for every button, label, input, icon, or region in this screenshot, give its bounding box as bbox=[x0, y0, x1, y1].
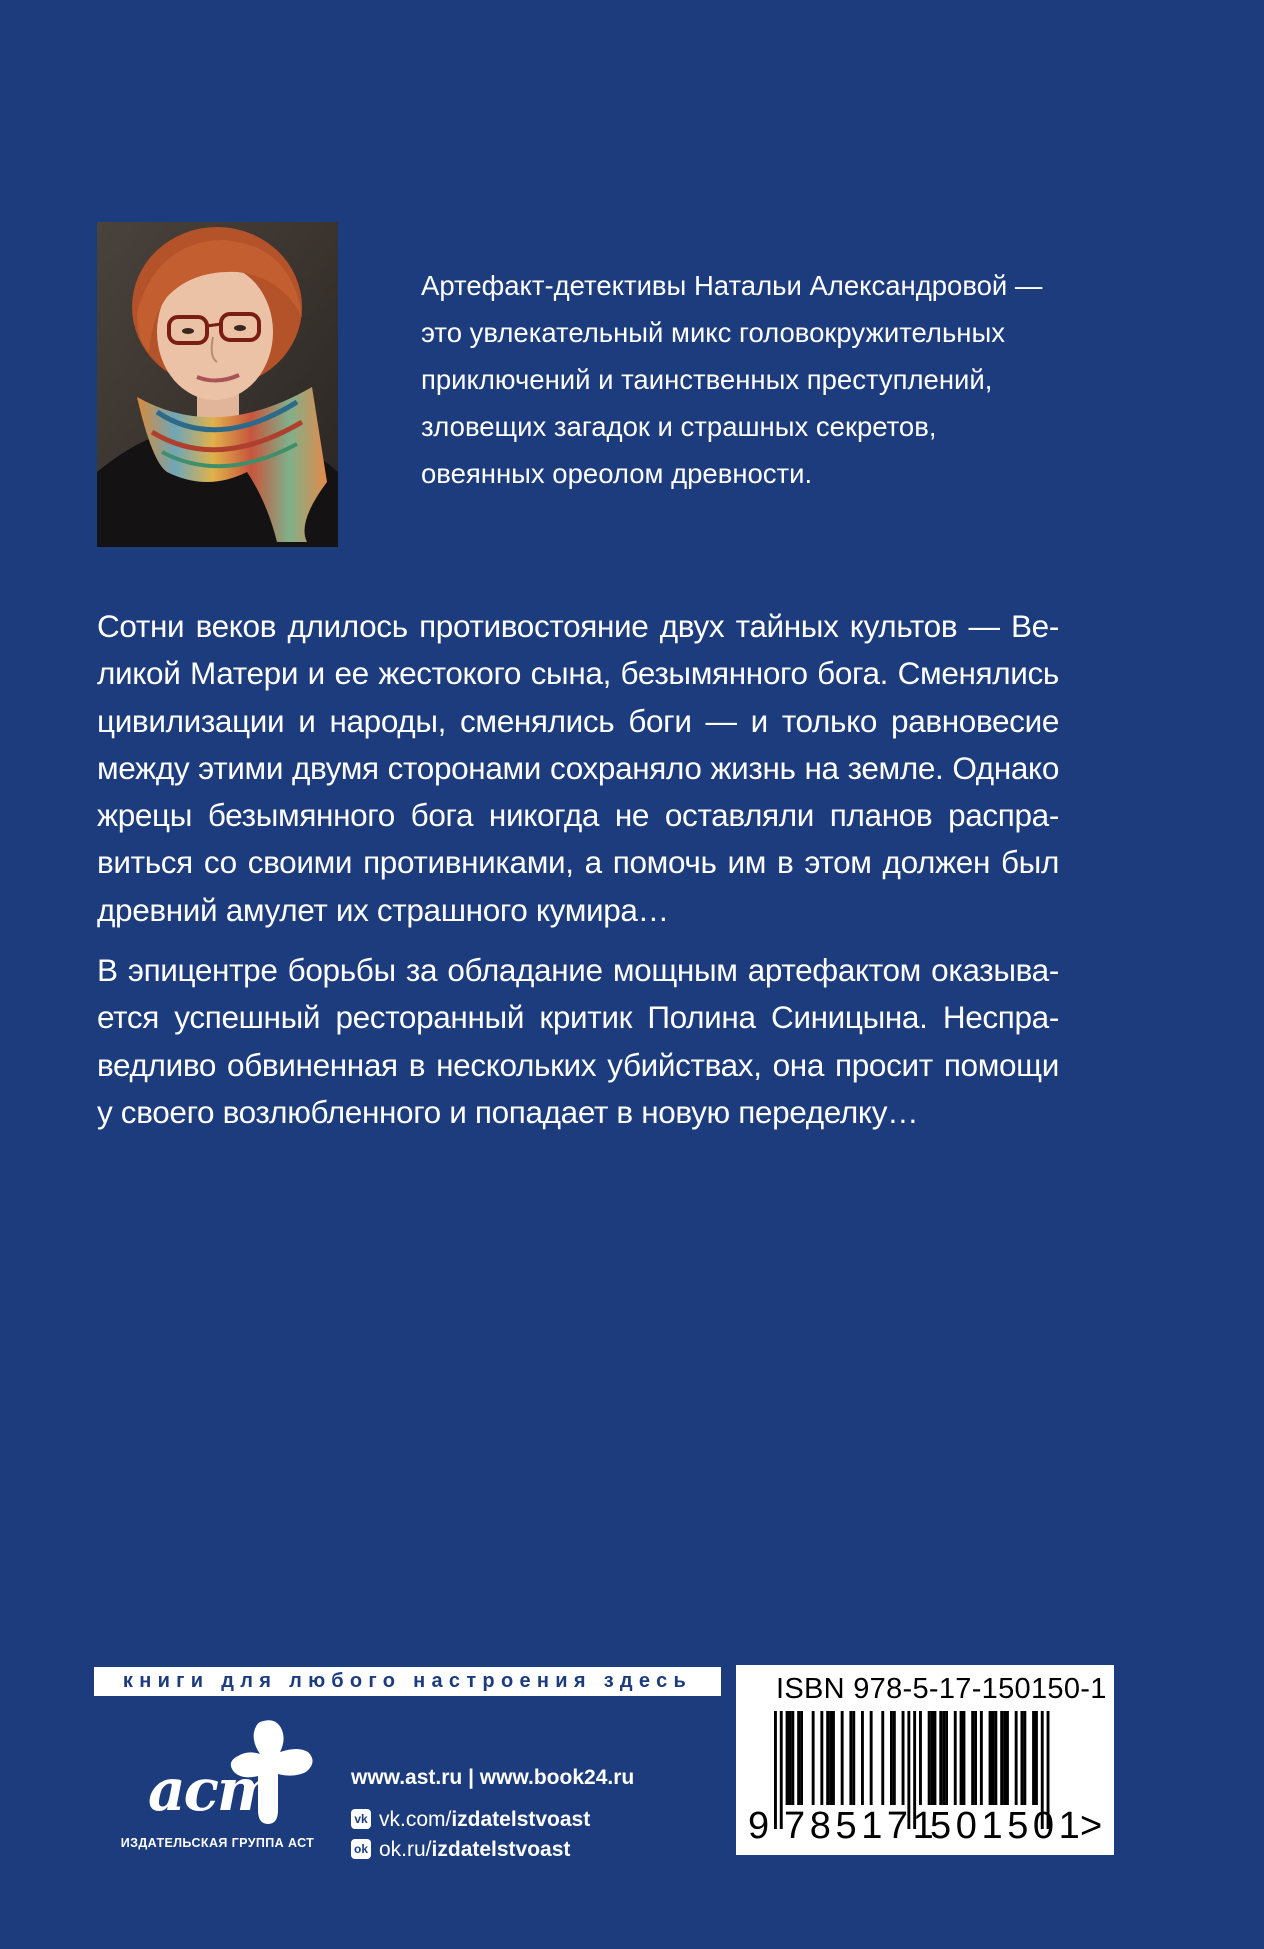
barcode-bar bbox=[789, 1711, 792, 1805]
annotation-line: ется успешный ресторанный критик Полина Синицына. Неспра- bbox=[97, 999, 1059, 1036]
barcode-bar bbox=[1000, 1711, 1003, 1805]
annotation-line: В эпицентре борьбы за обладание мощным артефактом оказыва- bbox=[97, 952, 1059, 989]
annotation-line: ведливо обвиненная в нескольких убийствах, она просит помощи bbox=[97, 1046, 1059, 1083]
barcode-bar bbox=[1035, 1711, 1038, 1805]
barcode-bar bbox=[989, 1711, 992, 1805]
barcode-bar bbox=[928, 1711, 931, 1805]
vk-prefix: vk.com/ bbox=[379, 1808, 452, 1831]
annotation-paragraph-2 bbox=[97, 947, 1059, 1136]
barcode-bar bbox=[919, 1711, 922, 1805]
barcode-bar bbox=[791, 1711, 794, 1805]
barcode-digits-left: 785171 bbox=[784, 1805, 939, 1847]
slogan-banner: книги для любого настроения здесь bbox=[94, 1667, 721, 1696]
ok-link[interactable] bbox=[351, 1835, 634, 1865]
blurb-line: это увлекательный микс головокружительных bbox=[421, 317, 1005, 348]
ok-handle: izdatelstvoast bbox=[431, 1838, 571, 1861]
vk-handle: izdatelstvoast bbox=[451, 1808, 591, 1831]
ast-logo-icon bbox=[110, 1712, 325, 1832]
annotation-text bbox=[97, 603, 1059, 1136]
barcode-bar bbox=[942, 1711, 945, 1805]
barcode-bar bbox=[994, 1711, 997, 1805]
annotation-line: ликой Матери и ее жестокого сына, безымянного бога. Сменялись bbox=[97, 655, 1059, 692]
barcode-bar bbox=[820, 1711, 823, 1805]
barcode-bar bbox=[1021, 1711, 1024, 1805]
barcode-bar bbox=[812, 1711, 815, 1805]
barcode-bar bbox=[832, 1711, 835, 1805]
barcode-bar bbox=[829, 1711, 832, 1805]
barcode-bar bbox=[902, 1711, 905, 1805]
author-photo bbox=[97, 222, 338, 547]
blurb-line: Артефакт-детективы Натальи Александровой — bbox=[421, 270, 1043, 301]
barcode-bar bbox=[1023, 1711, 1026, 1805]
vk-link[interactable] bbox=[351, 1805, 634, 1835]
barcode-bar bbox=[954, 1711, 957, 1805]
barcode-bar bbox=[786, 1711, 789, 1805]
barcode-bar bbox=[893, 1711, 896, 1805]
barcode-guard-bar bbox=[780, 1711, 783, 1829]
annotation-line: цивилизации и народы, сменялись боги — и только равновесие bbox=[97, 702, 1059, 739]
isbn-barcode bbox=[736, 1665, 1114, 1855]
barcode-bar bbox=[963, 1711, 966, 1805]
barcode-bar bbox=[849, 1711, 852, 1805]
barcode-guard-bar bbox=[774, 1711, 777, 1829]
annotation-line: между этими двумя сторонами сохраняло жизнь на земле. Однако bbox=[97, 749, 1059, 786]
websites-link[interactable]: www.ast.ru | www.book24.ru bbox=[351, 1766, 635, 1789]
barcode-bar bbox=[1003, 1711, 1006, 1805]
publisher-name: ИЗДАТЕЛЬСКАЯ ГРУППА АСТ bbox=[120, 1836, 315, 1850]
barcode-bar bbox=[800, 1711, 803, 1805]
annotation-line: жрецы безымянного бога никогда не оставляли планов распра- bbox=[97, 797, 1059, 834]
barcode-bar bbox=[826, 1711, 829, 1805]
barcode-bar bbox=[992, 1711, 995, 1805]
barcode-bar bbox=[934, 1711, 937, 1805]
barcode-bar bbox=[841, 1711, 844, 1805]
annotation-line: древний амулет их страшного кумира… bbox=[97, 891, 669, 928]
blurb-text bbox=[421, 262, 1121, 497]
barcode-bar bbox=[971, 1711, 974, 1805]
barcode-bar bbox=[852, 1711, 855, 1805]
barcode-bar bbox=[960, 1711, 963, 1805]
barcode-digit-first: 9 bbox=[748, 1805, 770, 1847]
barcode-bar bbox=[939, 1711, 942, 1805]
barcode-bar bbox=[870, 1711, 873, 1805]
blurb-line: приключений и таинственных преступлений, bbox=[421, 364, 993, 395]
barcode-digits-right: 501501 bbox=[930, 1805, 1085, 1847]
barcode-bar bbox=[861, 1711, 864, 1805]
annotation-line: Сотни веков длилось противостояние двух тайных культов — Ве- bbox=[97, 608, 1059, 644]
isbn-number: ISBN 978-5-17-150150-1 bbox=[776, 1673, 1107, 1705]
ok-prefix: ok.ru/ bbox=[379, 1838, 432, 1861]
barcode-bar bbox=[1006, 1711, 1009, 1805]
vk-icon: vk bbox=[351, 1809, 371, 1829]
barcode-bar bbox=[931, 1711, 934, 1805]
blurb-line: зловещих загадок и страшных секретов, bbox=[421, 411, 937, 442]
barcode-bar bbox=[881, 1711, 884, 1805]
barcode-bar bbox=[1032, 1711, 1035, 1805]
odnoklassniki-icon: ok bbox=[351, 1839, 371, 1859]
barcode-quiet-mark: > bbox=[1080, 1805, 1103, 1847]
logo-text: аст bbox=[148, 1756, 277, 1824]
barcode-bar bbox=[974, 1711, 977, 1805]
blurb-line: овеянных ореолом древности. bbox=[421, 458, 813, 489]
annotation-line: виться со своими противниками, а помочь им в этом должен был bbox=[97, 844, 1059, 881]
publisher-links bbox=[351, 1763, 634, 1865]
barcode-bar bbox=[797, 1711, 800, 1805]
author-portrait-image bbox=[97, 222, 338, 547]
annotation-line: у своего возлюбленного и попадает в новую переделку… bbox=[97, 1093, 919, 1130]
barcode-bar bbox=[1015, 1711, 1018, 1805]
barcode-bar bbox=[945, 1711, 948, 1805]
annotation-paragraph-1 bbox=[97, 603, 1059, 934]
barcode-bar bbox=[980, 1711, 983, 1805]
barcode-bar bbox=[890, 1711, 893, 1805]
